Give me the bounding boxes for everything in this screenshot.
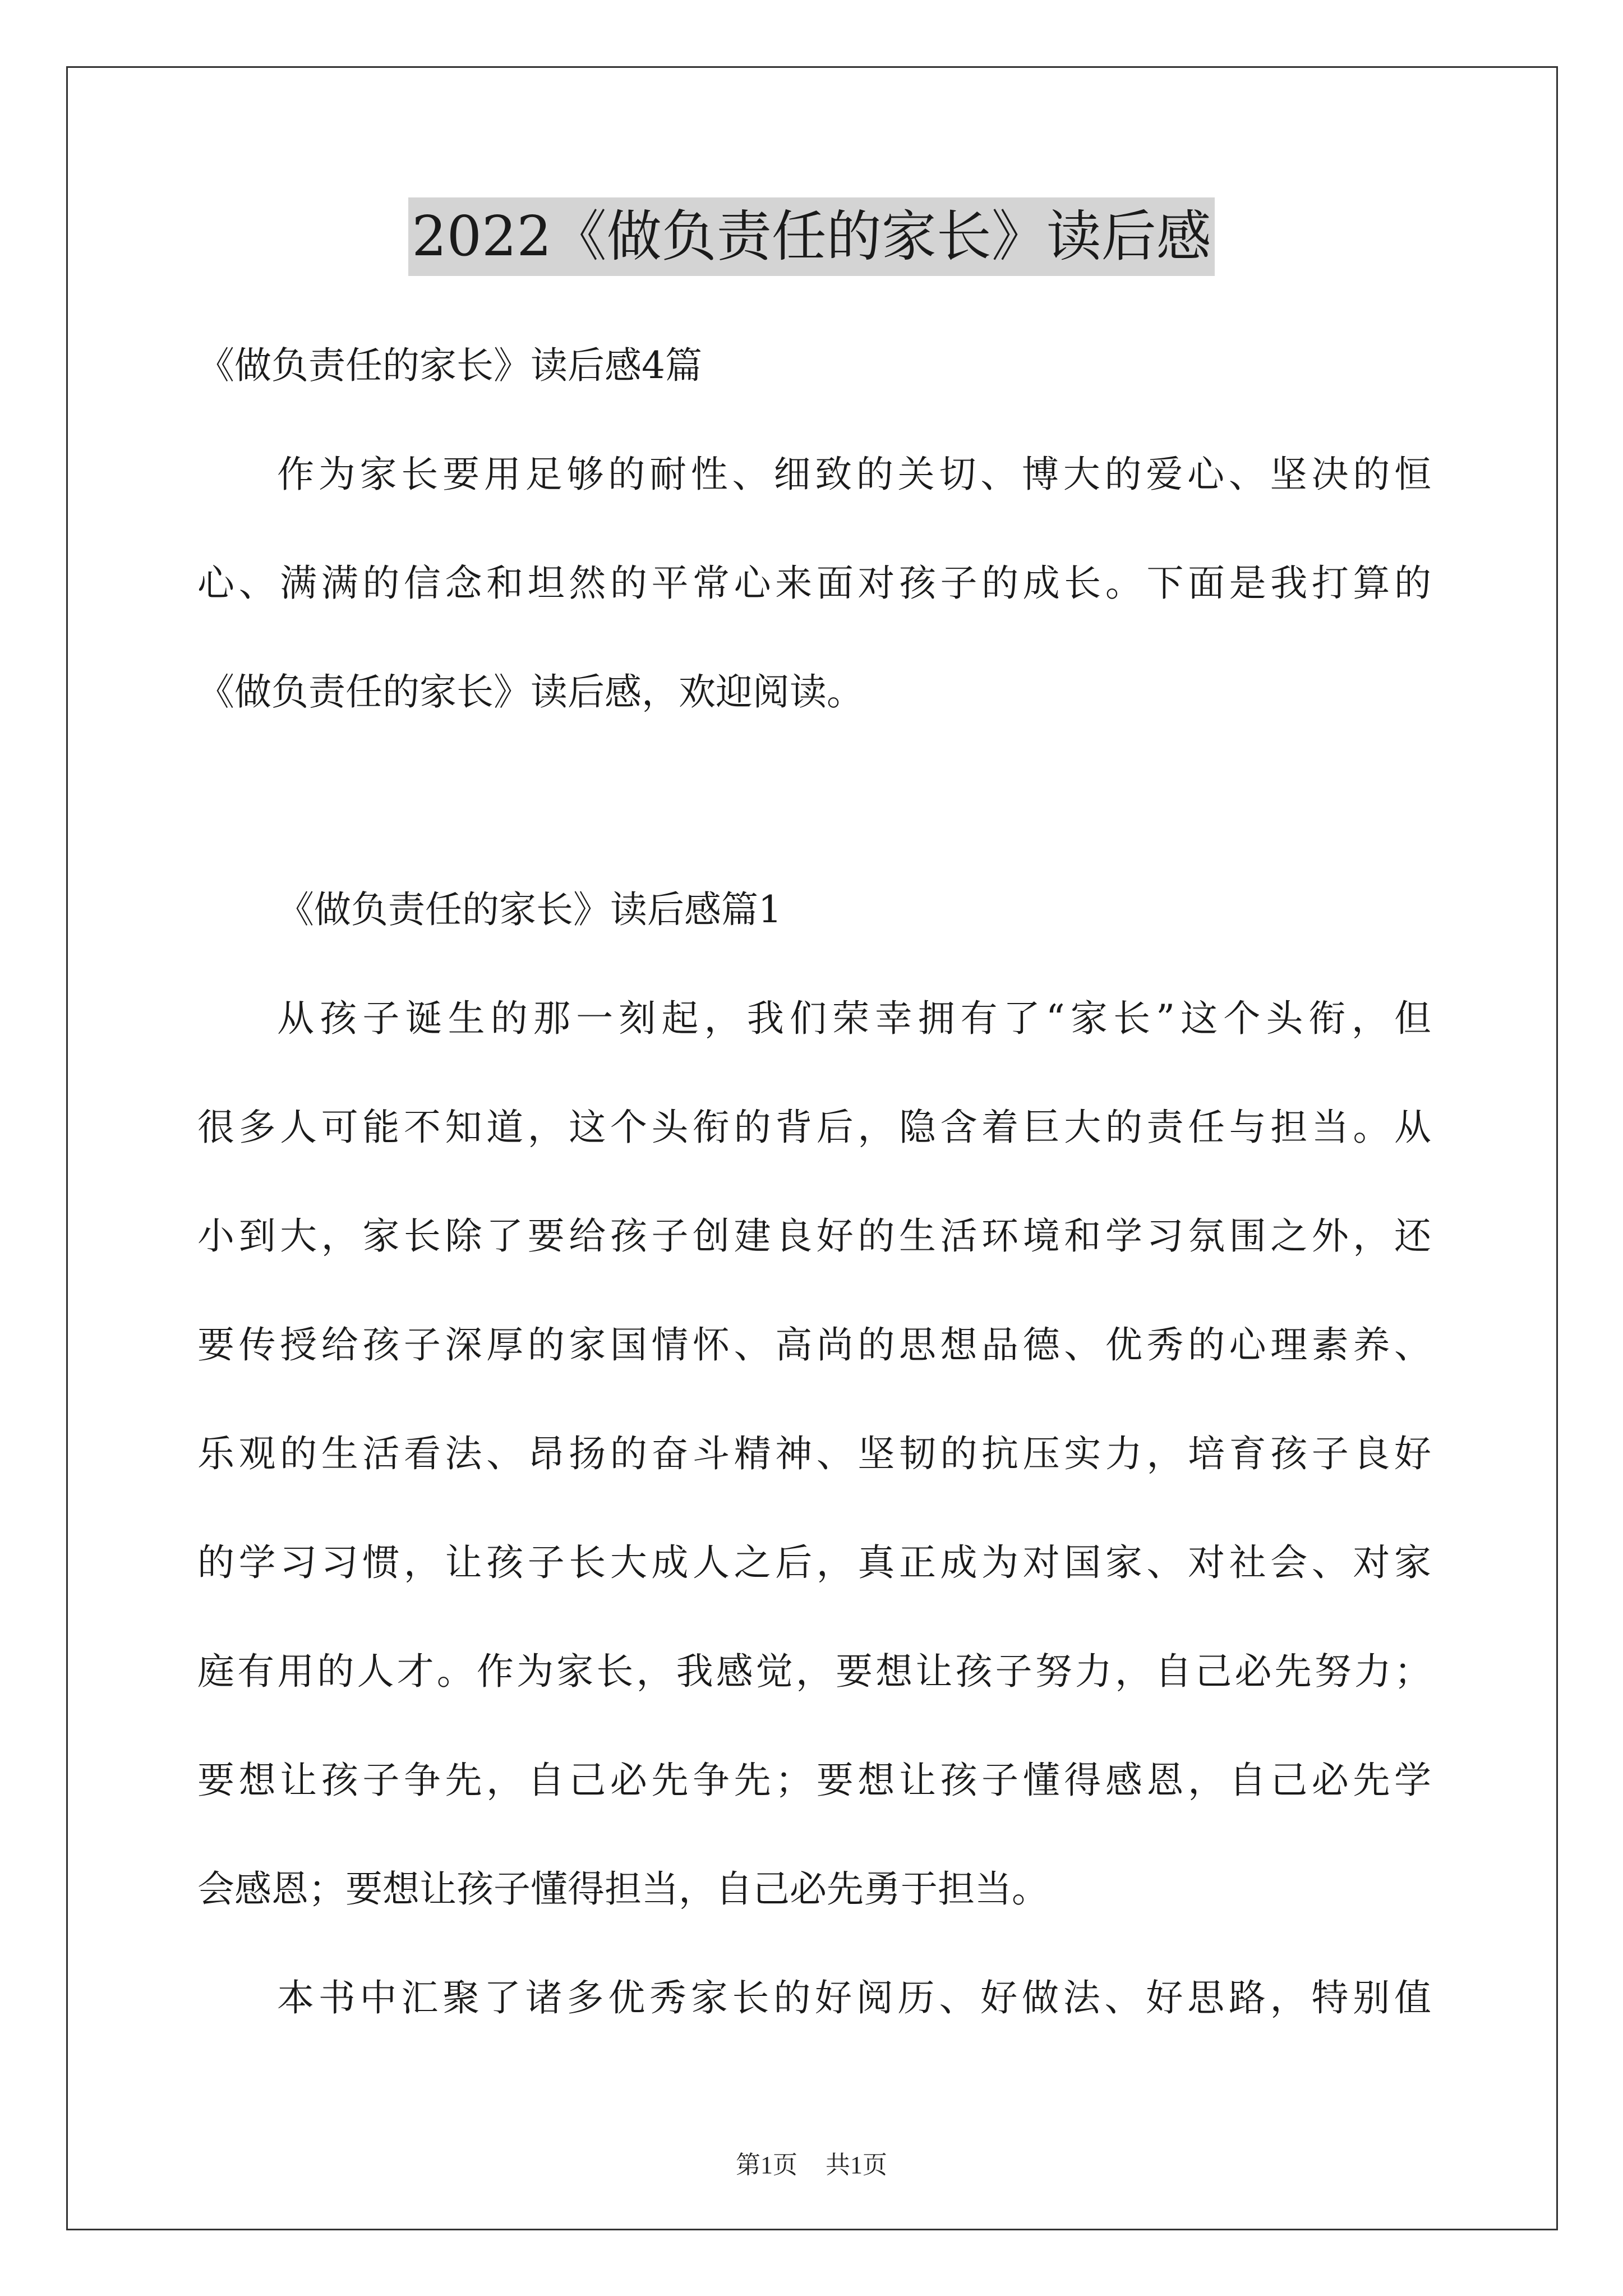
- intro-line: 作为家长要用足够的耐性、细致的关切、博大的爱心、坚决的恒: [277, 453, 1431, 496]
- document-title: 2022《做负责任的家长》读后感: [408, 197, 1214, 276]
- paragraph-line: 会感恩；要想让孩子懂得担当，自己必先勇于担当。: [197, 1867, 1049, 1911]
- document-body: [197, 311, 1431, 2053]
- paragraph-line: 要传授给孩子深厚的家国情怀、高尚的思想品德、优秀的心理素养、: [197, 1323, 1431, 1366]
- paragraph-line: 乐观的生活看法、昂扬的奋斗精神、坚韧的抗压实力，培育孩子良好: [197, 1432, 1431, 1475]
- paragraph-line: 的学习习惯，让孩子长大成人之后，真正成为对国家、对社会、对家: [197, 1541, 1431, 1584]
- paragraph-line: 小到大，家长除了要给孩子创建良好的生活环境和学习氛围之外，还: [197, 1214, 1431, 1258]
- intro-line: 《做负责任的家长》读后感，欢迎阅读。: [197, 670, 864, 714]
- section-heading: 《做负责任的家长》读后感篇1: [277, 888, 782, 931]
- paragraph-line: 从孩子诞生的那一刻起，我们荣幸拥有了“家长”这个头衔，但: [277, 997, 1431, 1040]
- page-footer: [0, 2148, 1623, 2182]
- paragraph-line: 本书中汇聚了诸多优秀家长的好阅历、好做法、好思路，特别值: [277, 1976, 1431, 2019]
- page-total: 共1页: [826, 2151, 887, 2179]
- blank-line: [197, 747, 1431, 855]
- paragraph-line: 要想让孩子争先，自己必先争先；要想让孩子懂得感恩，自己必先学: [197, 1759, 1431, 1802]
- page-number: 第1页: [736, 2151, 797, 2179]
- subtitle: 《做负责任的家长》读后感4篇: [197, 344, 702, 387]
- document-title-wrapper: [0, 197, 1623, 276]
- intro-line: 心、满满的信念和坦然的平常心来面对孩子的成长。下面是我打算的: [197, 562, 1431, 605]
- paragraph-line: 很多人可能不知道，这个头衔的背后，隐含着巨大的责任与担当。从: [197, 1106, 1431, 1149]
- paragraph-line: 庭有用的人才。作为家长，我感觉，要想让孩子努力，自己必先努力；: [197, 1650, 1431, 1693]
